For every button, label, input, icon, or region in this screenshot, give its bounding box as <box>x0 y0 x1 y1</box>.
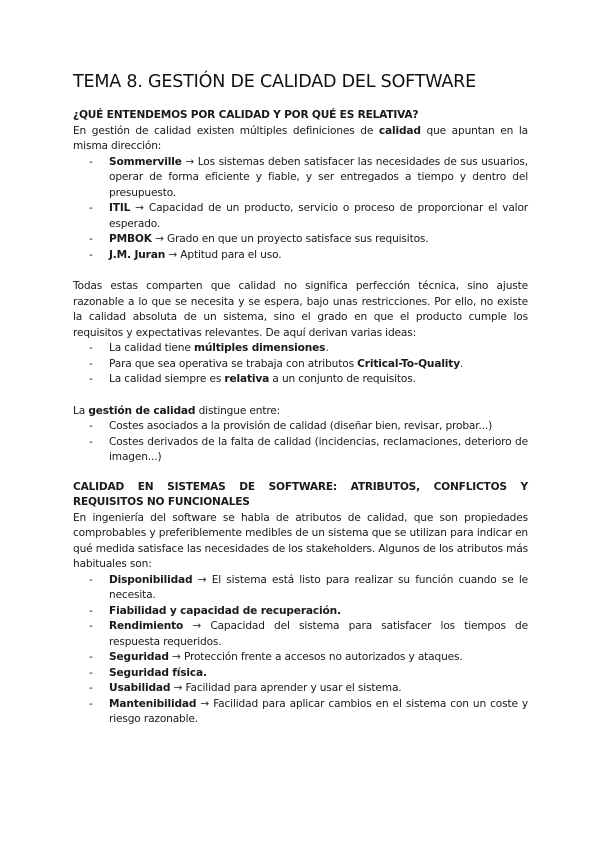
list-item: - ITIL → Capacidad de un producto, servicio o proceso de proporcionar el valor esperado. <box>73 201 528 232</box>
section1-paragraph2: Todas estas comparten que calidad no significa perfección técnica, sino ajuste razonable a lo que se necesita y se espera, bajo unas restricciones. Por ello, no existe la calidad absoluta de un sistema, sino el grado en que el producto cumple los requisitos y expectativas relevantes. De aquí derivan varias ideas: <box>73 280 528 339</box>
list-item: - Fiabilidad y capacidad de recuperación. <box>73 604 528 620</box>
list-item: - Para que sea operativa se trabaja con atributos Critical-To-Quality. <box>73 357 528 373</box>
list-item: - J.M. Juran → Aptitud para el uso. <box>73 248 528 264</box>
page-title: TEMA 8. GESTIÓN DE CALIDAD DEL SOFTWARE <box>73 72 476 92</box>
list-item: - Seguridad física. <box>73 666 528 682</box>
ideas-list <box>73 341 528 388</box>
section1-intro: En gestión de calidad existen múltiples definiciones de calidad que apuntan en la misma dirección: <box>73 124 528 152</box>
list-item: - La calidad tiene múltiples dimensiones. <box>73 341 528 357</box>
costs-list <box>73 419 528 466</box>
section2-heading: CALIDAD EN SISTEMAS DE SOFTWARE: ATRIBUTOS, CONFLICTOS Y REQUISITOS NO FUNCIONALES <box>73 480 528 508</box>
list-item: - Costes asociados a la provisión de calidad (diseñar bien, revisar, probar...) <box>73 419 528 435</box>
gestion-paragraph: La gestión de calidad distingue entre: <box>73 404 281 417</box>
list-item: - Rendimiento → Capacidad del sistema para satisfacer los tiempos de respuesta requeridos. <box>73 619 528 650</box>
section1-heading: ¿QUÉ ENTENDEMOS POR CALIDAD Y POR QUÉ ES RELATIVA? <box>73 109 419 121</box>
document-page <box>73 72 528 728</box>
list-item: - PMBOK → Grado en que un proyecto satisface sus requisitos. <box>73 232 528 248</box>
definitions-list <box>73 155 528 264</box>
list-item: - Disponibilidad → El sistema está listo para realizar su función cuando se le necesita. <box>73 573 528 604</box>
section2-intro: En ingeniería del software se habla de atributos de calidad, que son propiedades comprobables y preferiblemente medibles de un sistema que se utilizan para indicar en qué medida satisface las necesidades de los stakeholders. Algunos de los atributos más habituales son: <box>73 511 528 570</box>
list-item: - Seguridad → Protección frente a accesos no autorizados y ataques. <box>73 650 528 666</box>
list-item: - Sommerville → Los sistemas deben satisfacer las necesidades de sus usuarios, operar de forma eficiente y fiable, y ser entregados a tiempo y dentro del presupuesto. <box>73 155 528 202</box>
list-item: - Mantenibilidad → Facilidad para aplicar cambios en el sistema con un coste y riesgo razonable. <box>73 697 528 728</box>
list-item: - Costes derivados de la falta de calidad (incidencias, reclamaciones, deterioro de imagen...) <box>73 435 528 466</box>
list-item: - La calidad siempre es relativa a un conjunto de requisitos. <box>73 372 528 388</box>
attributes-list <box>73 573 528 728</box>
list-item: - Usabilidad → Facilidad para aprender y usar el sistema. <box>73 681 528 697</box>
